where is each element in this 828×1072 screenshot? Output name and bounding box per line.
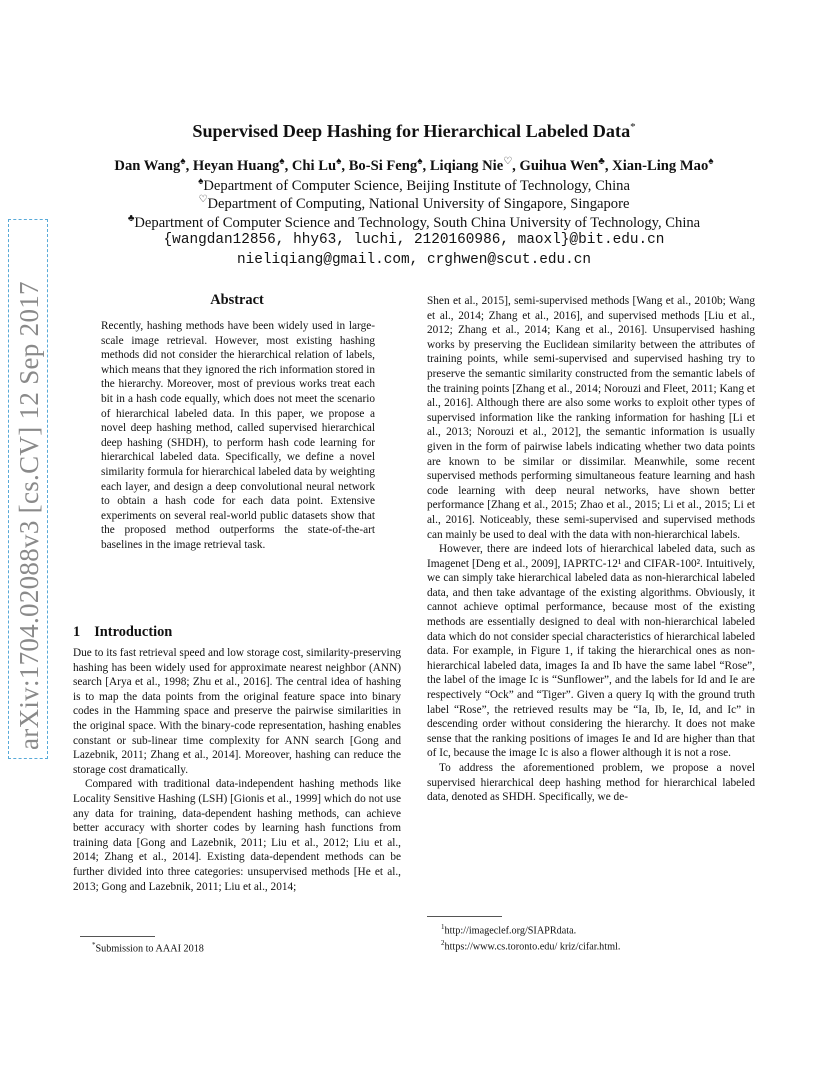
email-line-1: {wangdan12856, hhy63, luchi, 2120160986, maoxl}@bit.edu.cn <box>163 232 665 248</box>
author-affiliation-mark: ♠ <box>336 156 342 167</box>
author-affiliation-mark: ♠ <box>279 156 285 167</box>
affiliation-text: Department of Computer Science, Beijing Institute of Technology, China <box>203 177 630 194</box>
affiliation-text: Department of Computer Science and Technology, South China University of Technology, China <box>134 214 701 231</box>
email-line-2: nieliqiang@gmail.com, crghwen@scut.edu.cn <box>236 252 592 268</box>
affiliation-1 <box>0 176 828 195</box>
footnote-rule-right <box>427 916 502 917</box>
footnote-mark: * <box>92 941 96 949</box>
author-name: Guihua Wen <box>519 157 599 174</box>
affiliation-mark: ♠ <box>198 176 204 187</box>
affiliation-mark: ♣ <box>127 213 135 224</box>
author-affiliation-mark: ♡ <box>503 156 513 167</box>
right-paragraph-1: Shen et al., 2015], semi-supervised methods [Wang et al., 2010b; Wang et al., 2014; Zhang et al., 2016], and supervised methods [Liu et al., 2012; Zhang et al., 2014; Kang et al., 2016]. Unsupervised hashing works by preserving the Euclidean similarity between the attributes of training points, while semi-supervised and supervised hashing try to preserve the semantic similarity constructed from the semantic labels of the training points [Zhang et al., 2014; Norouzi and Fleet, 2011; Kang et al., 2016]. Although there are also some works to exploit other types of supervised information like the ranking information for hashing [Li et al., 2013; Norouzi et al., 2012], the semantic information is usually given in the form of pairwise labels indicating whether two data points are known to be similar or dissimilar. Meanwhile, some recent supervised methods performing simultaneous feature learning and hash code learning with deep neural networks, have shown better performance [Zhang et al., 2015; Zhao et al., 2015; Li et al., 2015; Li et al., 2016]. Noticeably, these semi-supervised and supervised methods can mainly be used to deal with the data with non-hierarchical labels. <box>427 295 755 541</box>
intro-left-column <box>73 646 401 894</box>
footnote-link[interactable]: http://imageclef.org/SIAPRdata. <box>444 925 577 937</box>
footnote-mark: 2 <box>441 939 445 947</box>
author-affiliation-mark: ♣ <box>598 156 605 167</box>
author-affiliation-mark: ♠ <box>180 156 186 167</box>
title-footnote-mark: * <box>630 121 636 133</box>
right-paragraph-3: To address the aforementioned problem, we propose a novel supervised hierarchical deep hashing method for hierarchical labeled data, denoted as SHDH. Specifically, we de- <box>427 762 755 804</box>
title-text: Supervised Deep Hashing for Hierarchical Labeled Data <box>192 121 631 142</box>
footnote-2 <box>441 937 620 953</box>
section-title: Introduction <box>94 624 173 640</box>
footnote-link[interactable]: https://www.cs.toronto.edu/ kriz/cifar.html. <box>444 941 621 953</box>
footnote-mark: 1 <box>441 923 445 931</box>
affiliation-text: Department of Computing, National University of Singapore, Singapore <box>207 195 630 212</box>
arxiv-identifier[interactable]: arXiv:1704.02088v3 [cs.CV] 12 Sep 2017 <box>8 219 48 759</box>
author-name: Xian-Ling Mao <box>612 157 709 174</box>
affiliation-mark: ♡ <box>198 194 208 205</box>
abstract-heading: Abstract <box>210 292 264 308</box>
author-name: Heyan Huang <box>192 157 280 174</box>
footnote-submission <box>92 939 204 955</box>
footnote-rule-left <box>80 936 155 937</box>
author-list: Dan Wang♠, Heyan Huang♠, Chi Lu♠, Bo-Si Feng♠, Liqiang Nie♡, Guihua Wen♣, Xian-Ling Mao♠ <box>114 156 714 174</box>
right-column <box>427 294 755 805</box>
abstract-paragraph: Recently, hashing methods have been widely used in large-scale image retrieval. However, most existing hashing methods did not consider the hierarchical relation of labels, which means that they ignored the rich information stored in the hierarchy. Moreover, most of previous works treat each bit in a hash code equally, which does not meet the scenario of hierarchical labeled data. In this paper, we propose a novel deep hashing method, called supervised hierarchical deep hashing (SHDH), to perform hash code learning for hierarchical labeled data. Specifically, we define a novel similarity formula for hierarchical labeled data by weighting each layer, and design a deep convolutional neural network to obtain a hash code for each data point. Extensive experiments on several real-world public datasets show that the proposed method outperforms the state-of-the-art baselines in the image retrieval task. <box>101 320 375 551</box>
author-name: Bo-Si Feng <box>348 157 418 174</box>
author-name: Liqiang Nie <box>429 157 504 174</box>
intro-paragraph-1: Due to its fast retrieval speed and low storage cost, similarity-preserving hashing has been widely used for approximate nearest neighbor (ANN) search [Arya et al., 1998; Zhu et al., 2016]. The central idea of hashing is to map the data points from the original feature space into binary codes in the Hamming space and preserve the pairwise similarities in the original space. With the binary-code representation, hashing enables constant or sub-linear time complexity for ANN search [Gong and Lazebnik, 2011; Zhang et al., 2014]. Moreover, hashing can reduce the storage cost dramatically. <box>73 647 401 776</box>
affiliation-3 <box>0 213 828 232</box>
abstract-body <box>101 319 375 553</box>
footnote-text: Submission to AAAI 2018 <box>95 943 204 955</box>
author-name: Chi Lu <box>291 157 337 174</box>
author-affiliation-mark: ♠ <box>417 156 423 167</box>
footnote-1 <box>441 921 576 937</box>
author-name: Dan Wang <box>114 157 181 174</box>
author-affiliation-mark: ♠ <box>708 156 714 167</box>
paper-title <box>0 121 828 142</box>
section-heading-introduction <box>73 624 172 641</box>
section-number: 1 <box>73 624 81 640</box>
affiliation-2 <box>0 194 828 213</box>
right-paragraph-2: However, there are indeed lots of hierarchical labeled data, such as Imagenet [Deng et al., 2009], IAPRTC-12¹ and CIFAR-100². Intuitively, we can simply take hierarchical labeled data as non-hierarchical labeled data, and then take advantage of the existing algorithms. Obviously, it cannot achieve optimal performance, because most of the existing methods are essentially designed to deal with non-hierarchical labeled data which do not consider special characteristics of hierarchical labeled data. For example, in Figure 1, if taking the hierarchical ones as non-hierarchical labeled data, images Ia and Ib have the same label “Rose”, the label of the image Ic is “Sunflower”, and the labels for Id and Ie are respectively “Ock” and “Tiger”. Given a query Iq with the ground truth label “Rose”, the retrieved results may be “Ia, Ib, Ie, Id, and Ic” in descending order without considering the hierarchy. It does not make sense that the ranking positions of images Ie and Id are higher than that of Ic, because the image Ic is also a flower although it is not a rose. <box>427 543 755 760</box>
intro-paragraph-2: Compared with traditional data-independent hashing methods like Locality Sensitive Hashing (LSH) [Gionis et al., 1999] which do not use any data for training, data-dependent hashing methods, can achieve better accuracy with shorter codes by learning hash functions from training data [Gong and Lazebnik, 2011; Liu et al., 2012; Liu et al., 2014; Zhang et al., 2014]. Existing data-dependent methods can be further divided into three categories: unsupervised methods [He et al., 2013; Gong and Lazebnik, 2011; Liu et al., 2014; <box>73 778 401 893</box>
